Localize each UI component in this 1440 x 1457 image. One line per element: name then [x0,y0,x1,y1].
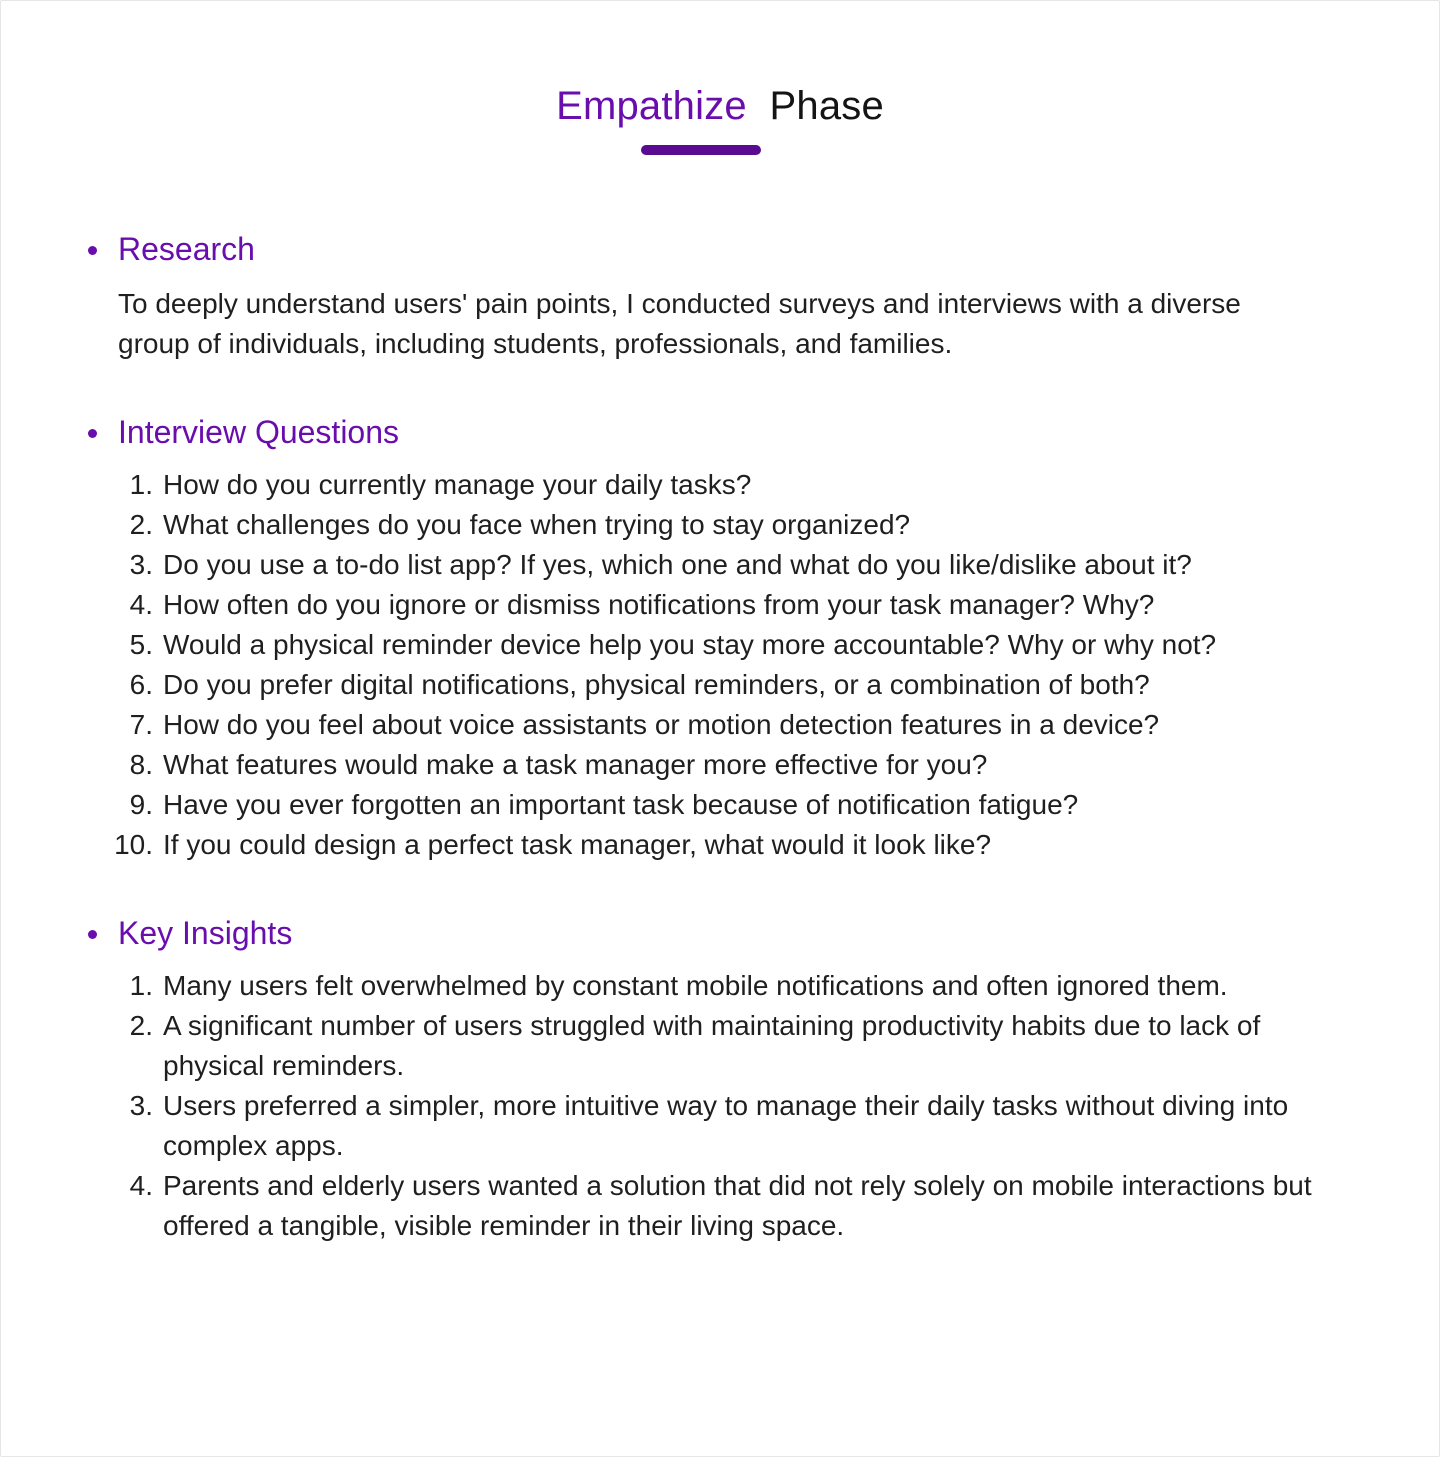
list-item-text: What features would make a task manager more effective for you? [163,749,988,780]
list-item [118,1006,1318,1086]
list-item-number: 7. [129,709,153,740]
list-item-text: Would a physical reminder device help you stay more accountable? Why or why not? [163,629,1217,660]
key-insights-heading [118,910,1318,956]
list-item [118,625,1318,665]
list-item-text: Do you use a to-do list app? If yes, which one and what do you like/dislike about it? [163,549,1192,580]
list-item [118,966,1318,1006]
list-item [118,465,1318,505]
list-item-number: 3. [129,1090,153,1121]
list-item-text: What challenges do you face when trying to stay organized? [163,509,911,540]
list-item-number: 1. [129,469,153,500]
list-item [118,1086,1318,1166]
list-item-text: How often do you ignore or dismiss notifications from your task manager? Why? [163,589,1155,620]
list-item [118,545,1318,585]
list-item [118,585,1318,625]
interview-questions-heading-label: Interview Questions [118,414,400,450]
list-item-text: Parents and elderly users wanted a solution that did not rely solely on mobile interactions but offered a tangible, visible reminder in their living space. [163,1170,1312,1241]
page-title-rest: Phase [769,84,884,128]
list-item-number: 3. [129,549,153,580]
bullet-dot [88,429,97,438]
list-item-text: How do you currently manage your daily tasks? [163,469,752,500]
list-item [118,1166,1318,1246]
list-item-text: How do you feel about voice assistants or motion detection features in a device? [163,709,1160,740]
list-item-text: Do you prefer digital notifications, physical reminders, or a combination of both? [163,669,1150,700]
list-item-text: Users preferred a simpler, more intuitive way to manage their daily tasks without diving into complex apps. [163,1090,1289,1161]
key-insights-heading-label: Key Insights [118,915,293,951]
list-item-number: 8. [129,749,153,780]
bullet-dot [88,930,97,939]
list-item-number: 4. [129,589,153,620]
list-item-number: 2. [129,1010,153,1041]
list-item-number: 1. [129,970,153,1001]
page-title-accent: Empathize [556,84,747,128]
interview-questions-section [114,409,1318,865]
list-item-number: 9. [129,789,153,820]
research-heading [118,226,1318,272]
list-item-number: 6. [129,669,153,700]
list-item [118,745,1318,785]
list-item-text: A significant number of users struggled with maintaining productivity habits due to lack of physical reminders. [163,1010,1261,1081]
interview-questions-heading [118,409,1318,455]
list-item-number: 5. [129,629,153,660]
key-insights-section [118,910,1318,1246]
research-heading-label: Research [118,231,255,267]
list-item-number: 2. [129,509,153,540]
list-item [118,505,1318,545]
title-underline [641,145,761,155]
list-item-number: 4. [129,1170,153,1201]
research-section [118,226,1318,364]
list-item [114,825,1318,865]
list-item [118,705,1318,745]
research-body: To deeply understand users' pain points, I conducted surveys and interviews with a diverse group of individuals, including students, professionals, and families. [118,288,1241,359]
list-item-text: If you could design a perfect task manager, what would it look like? [163,829,992,860]
list-item-text: Have you ever forgotten an important task because of notification fatigue? [163,789,1079,820]
list-item-number: 10. [114,829,153,860]
list-item-text: Many users felt overwhelmed by constant mobile notifications and often ignored them. [163,970,1228,1001]
list-item [118,665,1318,705]
interview-questions-list [114,465,1318,865]
page-title [0,82,1440,130]
bullet-dot [88,246,97,255]
key-insights-list [118,966,1318,1246]
list-item [118,785,1318,825]
main-content [0,226,1440,1246]
